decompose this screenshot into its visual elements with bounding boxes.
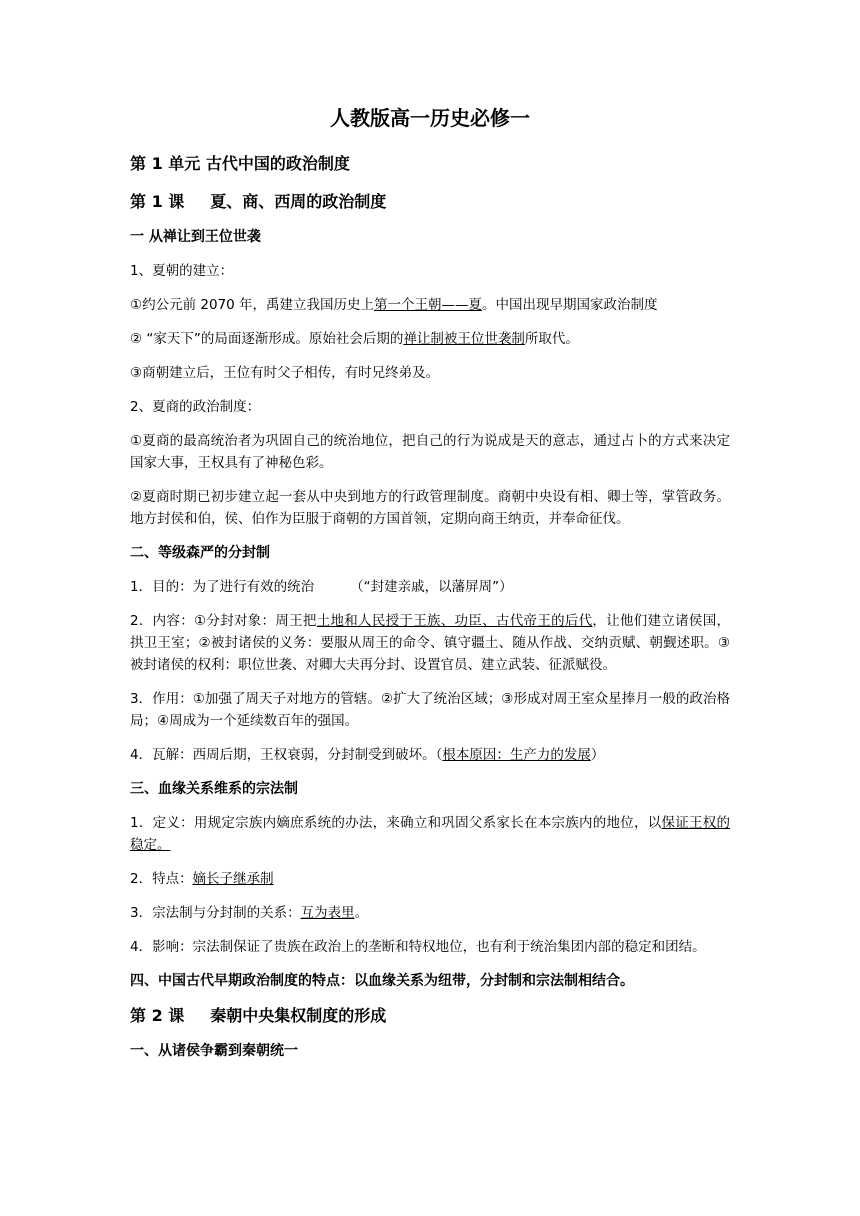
- underlined-text: 互为表里: [300, 905, 355, 921]
- lesson-name: 夏、商、西周的政治制度: [210, 192, 387, 211]
- text-run: 2．特点：: [130, 871, 193, 887]
- text-run: （“封建亲戚，以藩屏周”）: [350, 579, 513, 595]
- section-heading-3: 三、血缘关系维系的宗法制: [130, 781, 298, 797]
- lesson-heading-1: [130, 190, 730, 214]
- section-heading-4: 四、中国古代早期政治制度的特点：以血缘关系为纽带，分封制和宗法制相结合。: [130, 973, 634, 989]
- text-run: 所取代。: [524, 331, 579, 347]
- lesson-number: 第 2 课: [130, 1006, 185, 1025]
- text-run: ）: [590, 747, 605, 763]
- underlined-text: 保证王权的稳定。: [130, 815, 730, 853]
- paragraph: ①夏商的最高统治者为巩固自己的统治地位，把自己的行为说成是天的意志，通过占卜的方式来决定国家大事，王权具有了神秘色彩。: [130, 433, 730, 471]
- unit-heading: 第 1 单元 古代中国的政治制度: [130, 154, 350, 173]
- underlined-text: 根本原因：生产力的发展: [442, 747, 591, 763]
- text-run: 4．瓦解：西周后期，王权衰弱，分封制受到破坏。（: [130, 747, 443, 763]
- paragraph: [130, 328, 730, 350]
- paragraph: [130, 294, 730, 316]
- text-run: 。中国出现早期国家政治制度: [482, 297, 658, 313]
- paragraph: [130, 868, 730, 890]
- paragraph: 3．作用：①加强了周天子对地方的管辖。②扩大了统治区域；③形成对周王室众星捧月一般的政治格局；④周成为一个延续数百年的强国。: [130, 691, 730, 729]
- paragraph: 1、夏朝的建立：: [130, 263, 234, 279]
- lesson-heading-2: [130, 1004, 730, 1028]
- lesson-number: 第 1 课: [130, 192, 185, 211]
- section-heading-5: 一、从诸侯争霸到秦朝统一: [130, 1043, 298, 1059]
- paragraph: [130, 744, 730, 766]
- text-run: 1．目的：为了进行有效的统治: [130, 579, 315, 595]
- document-title: 人教版高一历史必修一: [330, 106, 530, 130]
- text-run: ② “家天下”的局面逐渐形成。原始社会后期的: [130, 331, 404, 347]
- paragraph: [130, 812, 730, 856]
- text-run: ，让他们建立诸侯国，拱卫王室；②被封诸侯的义务：要服从周王的命令、镇守疆土、随从作战、交纳贡赋、朝觐述职。③被封诸侯的权利：职位世袭、对卿大夫再分封、设置官员、建立武装、征派赋役。: [130, 613, 730, 673]
- paragraph: [130, 576, 730, 598]
- underlined-text: 第一个王朝——夏: [374, 297, 483, 313]
- document-page: [130, 104, 730, 1074]
- text-run: 3．宗法制与分封制的关系：: [130, 905, 301, 921]
- text-run: 1．定义：用规定宗族内嫡庶系统的办法，来确立和巩固父系家长在本宗族内的地位，以: [130, 815, 662, 831]
- paragraph: [130, 902, 730, 924]
- paragraph: ③商朝建立后，王位有时父子相传，有时兄终弟及。: [130, 365, 440, 381]
- text-run: ①约公元前 2070 年，禹建立我国历史上: [130, 297, 375, 313]
- underlined-text: 禅让制被王位世袭制: [403, 331, 525, 347]
- lesson-name: 秦朝中央集权制度的形成: [210, 1006, 387, 1025]
- underlined-text: 土地和人民授于王族、功臣、古代帝王的后代: [316, 613, 593, 629]
- paragraph: 2、夏商的政治制度：: [130, 399, 261, 415]
- paragraph: [130, 610, 730, 676]
- section-heading-1: 一 从禅让到王位世袭: [130, 229, 261, 245]
- text-run: 。: [354, 905, 369, 921]
- paragraph: 4．影响：宗法制保证了贵族在政治上的垄断和特权地位，也有利于统治集团内部的稳定和团结。: [130, 939, 706, 955]
- text-run: 2．内容：①分封对象：周王把: [130, 613, 317, 629]
- section-heading-2: 二、等级森严的分封制: [130, 545, 270, 561]
- underlined-text: 嫡长子继承制: [192, 871, 274, 887]
- paragraph: ②夏商时期已初步建立起一套从中央到地方的行政管理制度。商朝中央设有相、卿士等，掌管政务。地方封侯和伯，侯、伯作为臣服于商朝的方国首领，定期向商王纳贡，并奉命征伐。: [130, 489, 730, 527]
